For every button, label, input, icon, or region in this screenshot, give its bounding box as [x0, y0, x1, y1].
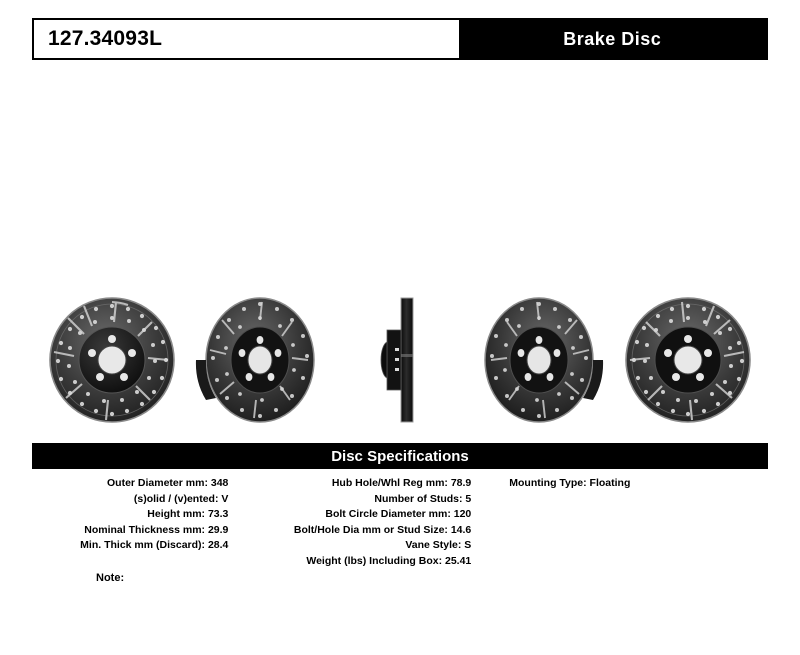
spec-section-title: Disc Specifications [331, 447, 469, 465]
spec-item: (s)olid / (v)ented: V [133, 492, 229, 505]
product-images [32, 290, 768, 430]
spec-item: Bolt/Hole Dia mm or Stud Size: 14.6 [293, 523, 472, 536]
rotor-front-face-drilled-slotted [32, 290, 192, 435]
spec-item: Weight (lbs) Including Box: 25.41 [306, 554, 472, 567]
rotor-view-1-svg [32, 290, 192, 430]
spec-item: Outer Diameter mm: 348 [107, 477, 229, 489]
rotor-angled-right [467, 290, 617, 435]
spec-item: Bolt Circle Diameter mm: 120 [325, 508, 472, 520]
rotor-view-2-svg [182, 290, 332, 430]
header-bar [32, 18, 768, 60]
product-type-label: Brake Disc [563, 28, 662, 49]
part-number: 127.34093L [48, 27, 163, 50]
spec-item: Vane Style: S [405, 539, 472, 551]
header-left [34, 20, 459, 58]
rotor-view-5-svg [610, 290, 770, 430]
spec-column-middle [234, 476, 477, 569]
rotor-view-3-svg [357, 290, 447, 430]
spec-column-left [32, 476, 234, 569]
note-row [96, 572, 124, 584]
spec-item: Mounting Type: Floating [509, 477, 631, 489]
note-label: Note: [96, 572, 125, 584]
spec-section-body [32, 469, 768, 619]
spec-item: Height mm: 73.3 [147, 508, 229, 520]
spec-item: Min. Thick mm (Discard): 28.4 [80, 539, 229, 551]
rotor-angled-left [182, 290, 332, 435]
rotor-view-4-svg [467, 290, 617, 430]
spec-columns [32, 469, 768, 569]
spec-column-right [477, 476, 768, 569]
spec-item: Number of Studs: 5 [374, 492, 472, 505]
header-right [459, 20, 766, 58]
rotor-edge-profile [357, 290, 447, 435]
spec-item: Nominal Thickness mm: 29.9 [84, 523, 229, 536]
rotor-rear-face-drilled-slotted [610, 290, 770, 435]
spec-section-header [32, 443, 768, 469]
spec-item: Hub Hole/Whl Reg mm: 78.9 [331, 477, 472, 489]
